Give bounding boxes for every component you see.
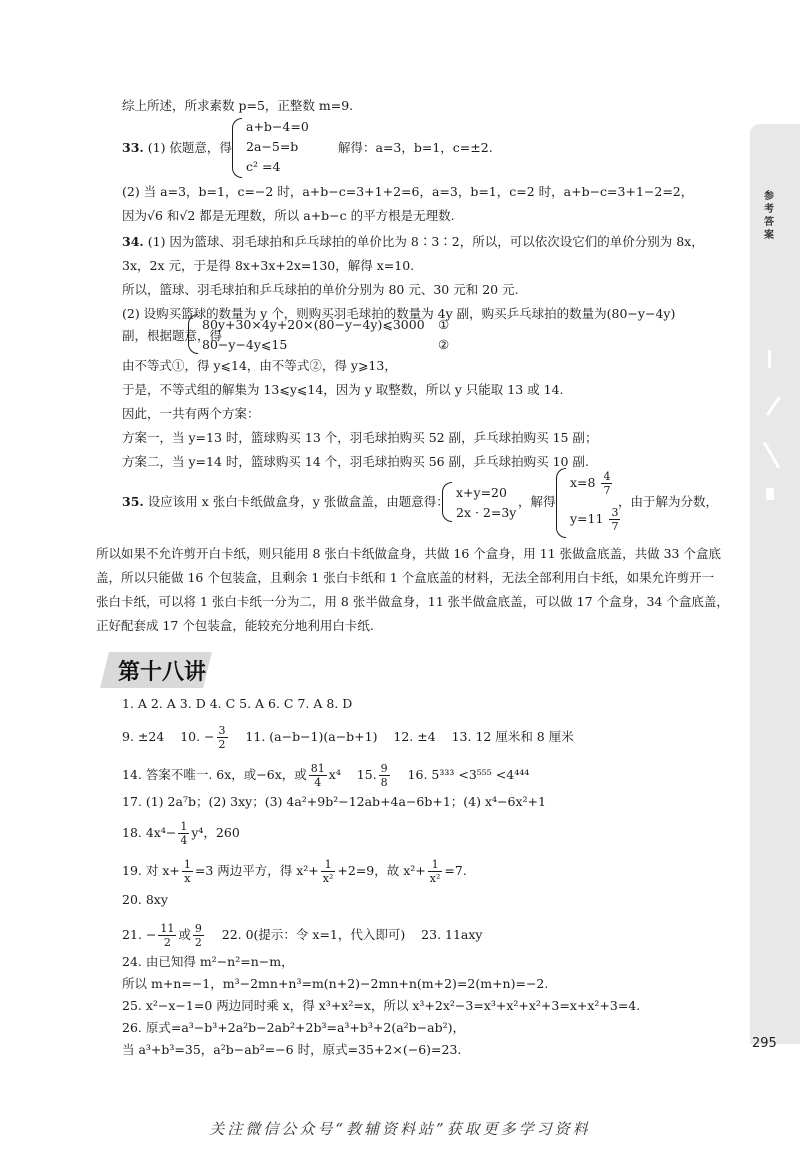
brace — [442, 482, 452, 522]
solution-value: x=8 — [570, 475, 596, 490]
answer-19-part: =7. — [444, 863, 467, 878]
fraction — [158, 922, 176, 949]
inequality: 80y+30×4y+20×(80−y−4y)⩽3000 — [202, 317, 425, 332]
p34-line: 副，根据题意，得 — [122, 328, 223, 343]
p34-line: (2) 设购买篮球的数量为 y 个，则购买羽毛球拍的数量为 4y 副，购买乒乓球拍的数量为(80−y−4y) — [122, 306, 676, 321]
equation: 2x · 2=3y — [456, 505, 517, 520]
answer-24-line: 所以 m+n=−1，m³−2mn+n³=m(n+2)−2mn+n(m+2)=2(m+n)=−2. — [122, 976, 549, 991]
fraction — [309, 762, 327, 789]
numerator: 4 — [603, 470, 611, 483]
brace — [556, 468, 566, 538]
problem-number: 34. — [122, 234, 144, 249]
inequality-marker: ② — [438, 337, 450, 352]
equation: c² =4 — [246, 159, 281, 174]
numerator: 11 — [160, 922, 175, 935]
p35-line: 张白卡纸，可以将 1 张白卡纸一分为二，用 8 张半做盒身，11 张半做盒底盖，可以做 17 个盒身，34 个盒底盖， — [96, 594, 729, 609]
answer-13: 13. 12 厘米和 8 厘米 — [451, 729, 574, 744]
p34-inequality-system — [188, 314, 468, 356]
brace — [232, 118, 242, 178]
page-number: 295 — [752, 1036, 777, 1051]
fraction — [428, 858, 443, 885]
numerator: 1 — [183, 858, 191, 871]
p34-line: 所以，篮球、羽毛球拍和乒乓球拍的单价分别为 80 元、30 元和 20 元. — [122, 282, 519, 297]
equation: a+b−4=0 — [246, 119, 309, 134]
answers-9-13 — [122, 724, 574, 751]
p34-line: 因此，一共有两个方案： — [122, 406, 260, 421]
fraction — [182, 858, 193, 885]
footer-notice: 关注微信公众号“教辅资料站”获取更多学习资料 — [209, 1120, 591, 1138]
denominator: 8 — [380, 776, 388, 789]
p35-line: 所以如果不允许剪开白卡纸，则只能用 8 张白卡纸做盒身，共做 16 个盒身，用 11 张做盒底盖，共做 33 个盒底 — [96, 546, 721, 561]
answer-10: 10. − — [180, 729, 215, 744]
p33-solution: 解得：a=3，b=1，c=±2. — [338, 140, 493, 155]
p34-line: 由不等式①，得 y⩽14，由不等式②，得 y⩾13， — [122, 358, 397, 373]
numerator: 3 — [218, 724, 226, 737]
numerator: 1 — [428, 858, 443, 872]
numerator: 81 — [310, 762, 325, 775]
answer-26-line: 当 a³+b³=35，a²b−ab²=−6 时，原式=35+2×(−6)=23. — [122, 1042, 462, 1057]
p34-line: 于是，不等式组的解集为 13⩽y⩽14，因为 y 取整数，所以 y 只能取 13 或 14. — [122, 382, 564, 397]
numerator: 9 — [194, 922, 202, 935]
answer-26-line: 26. 原式=a³−b³+2a²b−2ab²+2b³=a³+b³+2(a²b−ab²)， — [122, 1020, 466, 1035]
p34-line — [122, 232, 704, 252]
answer-14: 14. 答案不唯一. 6x，或−6x，或 — [122, 767, 307, 782]
denominator: x — [184, 872, 191, 885]
brace — [188, 314, 198, 354]
fraction — [193, 922, 204, 949]
fraction — [217, 724, 228, 751]
problem-number: 35. — [122, 494, 144, 509]
numerator: 1 — [321, 858, 336, 872]
p33-part2-line: 因为√6 和√2 都是无理数，所以 a+b−c 的平方根是无理数. — [122, 208, 455, 223]
answers-1-8: 1. A 2. A 3. D 4. C 5. A 6. C 7. A 8. D — [122, 696, 353, 711]
numerator: 9 — [380, 762, 388, 775]
section-label: 参考答案 — [764, 191, 774, 241]
denominator: 2 — [163, 936, 171, 949]
answer-19 — [122, 858, 467, 885]
answer-11: 11. (a−b−1)(a−b+1) — [245, 729, 378, 744]
side-tab — [750, 124, 800, 1044]
answer-22: 22. 0(提示：令 x=1，代入即可) — [221, 927, 406, 942]
p33-prefix: (1) 依题意，得 — [147, 140, 232, 155]
denominator: 2 — [194, 936, 202, 949]
denominator: x² — [429, 872, 441, 885]
answer-9: 9. ±24 — [122, 729, 165, 744]
answer-24-line: 24. 由已知得 m²−n²=n−m， — [122, 954, 294, 969]
answer-12: 12. ±4 — [393, 729, 436, 744]
denominator: 7 — [603, 484, 611, 497]
p32-conclusion: 综上所述，所求素数 p=5，正整数 m=9. — [122, 98, 354, 113]
fraction — [178, 820, 189, 847]
denominator: 2 — [218, 738, 226, 751]
solution-row — [570, 506, 622, 533]
answer-19-part: 19. 对 x+ — [122, 863, 180, 878]
answer-18 — [122, 820, 240, 847]
p34-line: 方案二，当 y=14 时，篮球购买 14 个，羽毛球拍购买 56 副，乒乓球拍购买 10 副. — [122, 454, 589, 469]
denominator: x² — [322, 872, 334, 885]
inequality: 80−y−4y⩽15 — [202, 337, 288, 352]
numerator: 1 — [180, 820, 188, 833]
p34-line: 方案一，当 y=13 时，篮球购买 13 个，羽毛球拍购买 52 副，乒乓球拍购买 15 副； — [122, 430, 598, 445]
answers-21-23 — [122, 922, 483, 949]
answer-18-part: 18. 4x⁴− — [122, 825, 177, 840]
p35-solution-system — [556, 468, 626, 540]
fraction — [321, 858, 336, 885]
equation: 2a−5=b — [246, 139, 299, 154]
answer-19-part: +2=9，故 x²+ — [337, 863, 426, 878]
decoration-stroke — [766, 488, 774, 500]
lecture-title: 第十八讲 — [118, 660, 207, 685]
answer-21-part: 或 — [178, 927, 191, 942]
p33-part2-line: (2) 当 a=3，b=1，c=−2 时，a+b−c=3+1+2=6，a=3，b=1，c=2 时，a+b−c=3+1−2=2， — [122, 184, 694, 199]
answer-18-part: y⁴，260 — [191, 825, 240, 840]
solution-value: y=11 — [570, 511, 604, 526]
answer-15: 15. — [356, 767, 377, 782]
answer-17: 17. (1) 2a⁷b；(2) 3xy；(3) 4a²+9b²−12ab+4a−6b+1；(4) x⁴−6x²+1 — [122, 794, 546, 809]
answer-16: 16. 5³³³ <3⁵⁵⁵ <4⁴⁴⁴ — [407, 767, 530, 782]
answers-14-16 — [122, 762, 529, 789]
denominator: 4 — [314, 776, 322, 789]
decoration-stroke — [768, 350, 771, 368]
equation: x+y=20 — [456, 485, 507, 500]
inequality-marker: ① — [438, 317, 450, 332]
problem-number: 33. — [122, 140, 144, 155]
answer-19-part: =3 两边平方，得 x²+ — [194, 863, 319, 878]
fraction — [379, 762, 390, 789]
p33-part1 — [122, 138, 232, 158]
p34-line: 3x，2x 元，于是得 8x+3x+2x=130，解得 x=10. — [122, 258, 415, 273]
p35-solve-label: ，解得 — [518, 494, 556, 509]
p35-line: 盖，所以只能做 16 个包装盒，且剩余 1 张白卡纸和 1 个盒底盖的材料，无法全部利用白卡纸，如果允许剪开一 — [96, 570, 715, 585]
answer-23: 23. 11axy — [421, 927, 483, 942]
p34-text: (1) 因为篮球、羽毛球拍和乒乓球拍的单价比为 8∶3∶2，所以，可以依次设它们的单价分别为 8x， — [147, 234, 704, 249]
denominator: 7 — [611, 520, 619, 533]
solution-row — [570, 470, 614, 497]
answer-20: 20. 8xy — [122, 892, 168, 907]
p35-prefix: 设应该用 x 张白卡纸做盒身，y 张做盒盖，由题意得： — [147, 494, 449, 509]
answer-14-tail: x⁴ — [328, 767, 341, 782]
answer-21-part: 21. − — [122, 927, 157, 942]
answer-25: 25. x²−x−1=0 两边同时乘 x，得 x³+x²=x，所以 x³+2x²−3=x³+x²+x²+3=x+x²+3=4. — [122, 998, 641, 1013]
numerator: 3 — [611, 506, 619, 519]
denominator: 4 — [180, 834, 188, 847]
p33-equation-system — [232, 118, 352, 180]
fraction — [601, 470, 612, 497]
p35-line — [122, 492, 449, 512]
p35-suffix: ，由于解为分数， — [618, 494, 719, 509]
p35-line: 正好配套成 17 个包装盒，能较充分地利用白卡纸. — [96, 618, 374, 633]
